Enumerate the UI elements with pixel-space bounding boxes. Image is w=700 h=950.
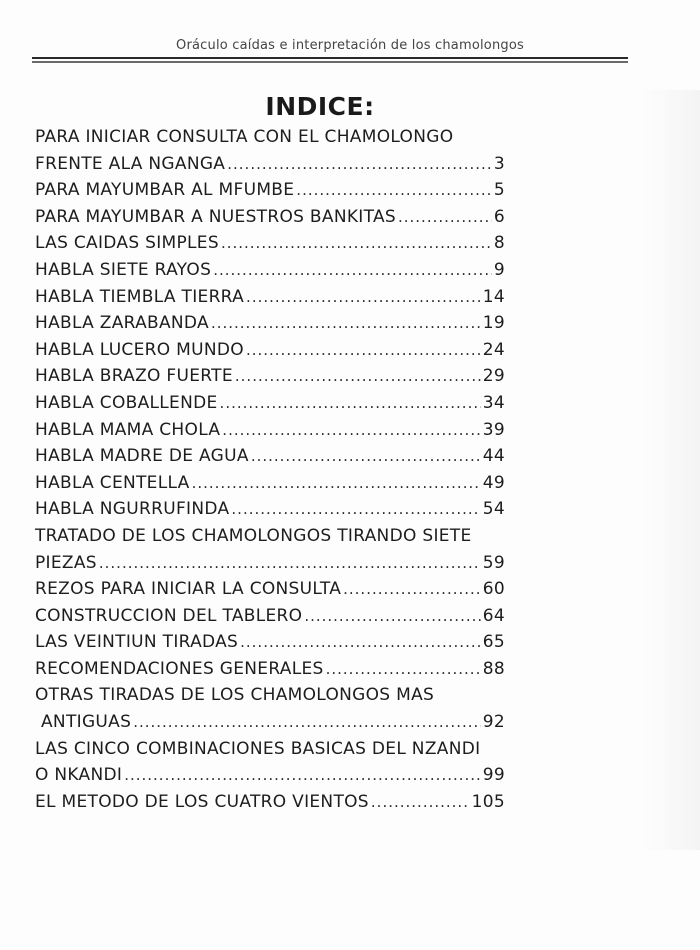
toc-entry — [35, 709, 505, 736]
toc-page-number: 64 — [482, 605, 505, 626]
toc-page-number: 54 — [482, 499, 505, 520]
toc-page-number: 3 — [493, 153, 505, 174]
dot-leader — [133, 709, 481, 736]
toc-entry-title: HABLA CENTELLA — [35, 472, 190, 493]
toc-entry-title: PIEZAS — [35, 552, 97, 573]
toc-entry-title: CONSTRUCCION DEL TABLERO — [35, 605, 303, 626]
toc-entry — [35, 284, 505, 311]
dot-leader — [192, 470, 481, 497]
toc-entry-title: HABLA MADRE DE AGUA — [35, 446, 249, 467]
toc-entry — [35, 550, 505, 577]
toc-page-number: 24 — [482, 339, 505, 360]
dot-leader — [304, 603, 480, 630]
dot-leader — [221, 230, 492, 257]
toc-entry-title: HABLA LUCERO MUNDO — [35, 339, 244, 360]
table-of-contents — [35, 124, 505, 815]
toc-entry — [35, 470, 505, 497]
toc-entry-heading-line: PARA INICIAR CONSULTA CON EL CHAMOLONGO — [35, 127, 454, 147]
toc-page-number: 14 — [482, 286, 505, 307]
dot-leader — [371, 789, 470, 816]
toc-entry — [35, 204, 505, 231]
toc-entry — [35, 230, 505, 257]
toc-entry-title: PARA MAYUMBAR A NUESTROS BANKITAS — [35, 206, 396, 227]
toc-entry — [35, 151, 505, 178]
toc-entry-title: HABLA ZARABANDA — [35, 313, 209, 334]
toc-entry — [35, 576, 505, 603]
toc-entry-title: HABLA TIEMBLA TIERRA — [35, 286, 245, 307]
toc-entry — [35, 789, 505, 816]
dot-leader — [99, 550, 481, 577]
toc-entry — [35, 257, 505, 284]
toc-entry-title: RECOMENDACIONES GENERALES — [35, 658, 324, 679]
dot-leader — [231, 496, 480, 523]
toc-entry — [35, 496, 505, 523]
dot-leader — [251, 443, 481, 470]
toc-page-number: 8 — [493, 233, 505, 254]
toc-page-number: 6 — [493, 206, 505, 227]
dot-leader — [222, 417, 480, 444]
toc-page-number: 65 — [482, 632, 505, 653]
toc-page-number: 49 — [482, 472, 505, 493]
dot-leader — [246, 284, 481, 311]
dot-leader — [235, 363, 481, 390]
dot-leader — [343, 576, 481, 603]
toc-entry — [35, 629, 505, 656]
toc-entry — [35, 310, 505, 337]
toc-page-number: 39 — [482, 419, 505, 440]
toc-entry — [35, 417, 505, 444]
running-header: Oráculo caídas e interpretación de los chamolongos — [176, 38, 524, 53]
dot-leader — [240, 629, 481, 656]
toc-page-number: 105 — [471, 791, 505, 812]
toc-page-number: 88 — [482, 658, 505, 679]
dot-leader — [326, 656, 481, 683]
toc-page-number: 5 — [493, 180, 505, 201]
toc-entry — [35, 603, 505, 630]
toc-entry-title: HABLA NGURRUFINDA — [35, 499, 230, 520]
toc-entry-title: ANTIGUAS — [41, 712, 132, 733]
toc-entry — [35, 390, 505, 417]
toc-entry — [35, 177, 505, 204]
toc-entry — [35, 363, 505, 390]
toc-entry — [35, 337, 505, 364]
dot-leader — [296, 177, 492, 204]
header-rule-secondary — [32, 61, 628, 63]
toc-page-number: 92 — [482, 712, 505, 733]
toc-entry-title: HABLA MAMA CHOLA — [35, 419, 221, 440]
toc-entry-title: HABLA SIETE RAYOS — [35, 259, 212, 280]
header-rule — [32, 57, 628, 59]
dot-leader — [211, 310, 481, 337]
dot-leader — [246, 337, 481, 364]
dot-leader — [213, 257, 492, 284]
dot-leader — [124, 762, 481, 789]
toc-page-number: 44 — [482, 446, 505, 467]
dot-leader — [220, 390, 481, 417]
toc-entry-title: HABLA COBALLENDE — [35, 392, 218, 413]
toc-entry-title: LAS VEINTIUN TIRADAS — [35, 632, 239, 653]
dot-leader — [398, 204, 492, 231]
toc-entry-title: LAS CAIDAS SIMPLES — [35, 233, 219, 254]
toc-entry-title: PARA MAYUMBAR AL MFUMBE — [35, 180, 295, 201]
toc-entry-title: HABLA BRAZO FUERTE — [35, 366, 233, 387]
toc-entry — [35, 443, 505, 470]
toc-page-number: 60 — [482, 579, 505, 600]
toc-page-number: 9 — [493, 259, 505, 280]
toc-entry-heading-line: OTRAS TIRADAS DE LOS CHAMOLONGOS MAS — [35, 685, 435, 706]
toc-page-number: 29 — [482, 366, 505, 387]
toc-entry-title: REZOS PARA INICIAR LA CONSULTA — [35, 579, 342, 600]
toc-entry — [35, 656, 505, 683]
toc-page-number: 19 — [482, 313, 505, 334]
scan-shadow — [640, 90, 700, 850]
toc-entry-heading-line: TRATADO DE LOS CHAMOLONGOS TIRANDO SIETE — [35, 525, 472, 546]
dot-leader — [227, 151, 492, 178]
page-title: INDICE: — [265, 92, 375, 121]
toc-entry — [35, 762, 505, 789]
toc-entry-title: FRENTE ALA NGANGA — [35, 153, 226, 174]
toc-page-number: 34 — [482, 392, 505, 413]
toc-page-number: 99 — [482, 765, 505, 786]
toc-page-number: 59 — [482, 552, 505, 573]
toc-entry-title: EL METODO DE LOS CUATRO VIENTOS — [35, 791, 369, 812]
toc-entry-title: O NKANDI — [35, 765, 123, 786]
toc-entry-heading-line: LAS CINCO COMBINACIONES BASICAS DEL NZANDI — [35, 738, 481, 759]
